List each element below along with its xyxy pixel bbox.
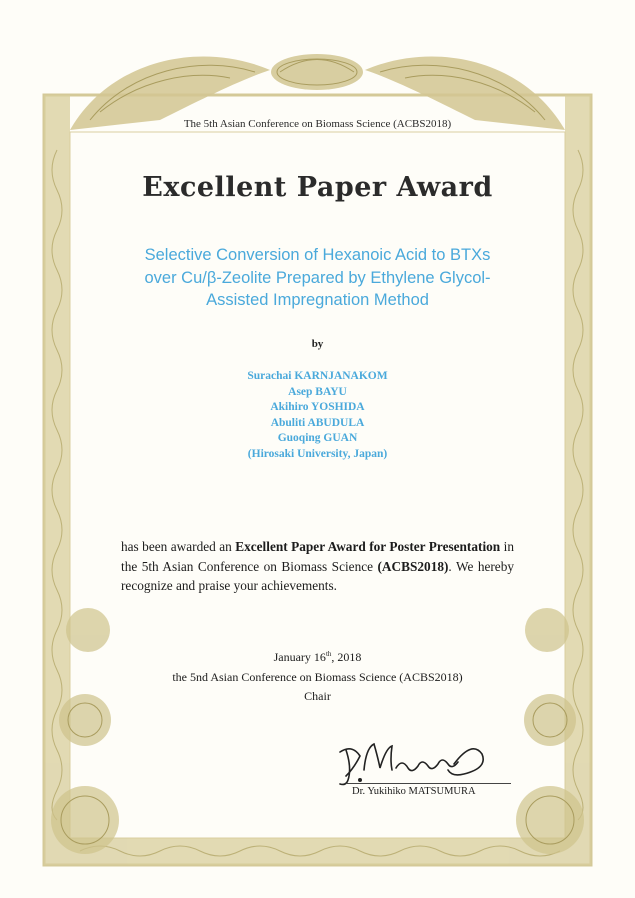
paper-title bbox=[110, 244, 525, 312]
signer-name: Dr. Yukihiko MATSUMURA bbox=[352, 786, 476, 797]
award-statement bbox=[121, 537, 514, 596]
signature-line bbox=[346, 783, 511, 784]
award-date bbox=[0, 650, 635, 665]
author-1: Surachai KARNJANAKOM bbox=[247, 370, 388, 382]
conference-footer: the 5nd Asian Conference on Biomass Science (ACBS2018) bbox=[172, 670, 463, 684]
paper-title-line-2: over Cu/β-Zeolite Prepared by Ethylene Glycol- bbox=[144, 268, 491, 287]
author-4: Abuliti ABUDULA bbox=[270, 416, 365, 429]
paper-title-line-1: Selective Conversion of Hexanoic Acid to BTXs bbox=[144, 246, 491, 264]
date-suffix: th bbox=[325, 650, 332, 658]
date-year: , 2018 bbox=[331, 650, 362, 664]
handwritten-signature bbox=[334, 740, 494, 788]
statement-part-2: in the 5th Asian Conference on Biomass Science bbox=[121, 539, 514, 574]
author-5: Guoqing GUAN bbox=[277, 432, 358, 444]
author-list bbox=[0, 369, 635, 462]
award-title: Excellent Paper Award bbox=[142, 172, 493, 203]
author-3: Akihiro YOSHIDA bbox=[270, 401, 365, 413]
conference-header: The 5th Asian Conference on Biomass Science (ACBS2018) bbox=[183, 118, 452, 130]
author-2: Asep BAYU bbox=[288, 385, 347, 398]
author-affiliation: (Hirosaki University, Japan) bbox=[247, 447, 388, 460]
statement-part-3: . We hereby recognize and praise your achievements. bbox=[121, 558, 514, 593]
paper-title-line-3: Assisted Impregnation Method bbox=[206, 291, 429, 309]
statement-award-name: Excellent Paper Award for Poster Presentation bbox=[235, 539, 501, 554]
by-label: by bbox=[311, 338, 324, 350]
date-month-day: January 16 bbox=[273, 650, 326, 664]
chair-title: Chair bbox=[304, 689, 331, 703]
statement-part-1: has been awarded an bbox=[121, 539, 236, 554]
statement-conference-abbr: (ACBS2018) bbox=[377, 558, 449, 574]
